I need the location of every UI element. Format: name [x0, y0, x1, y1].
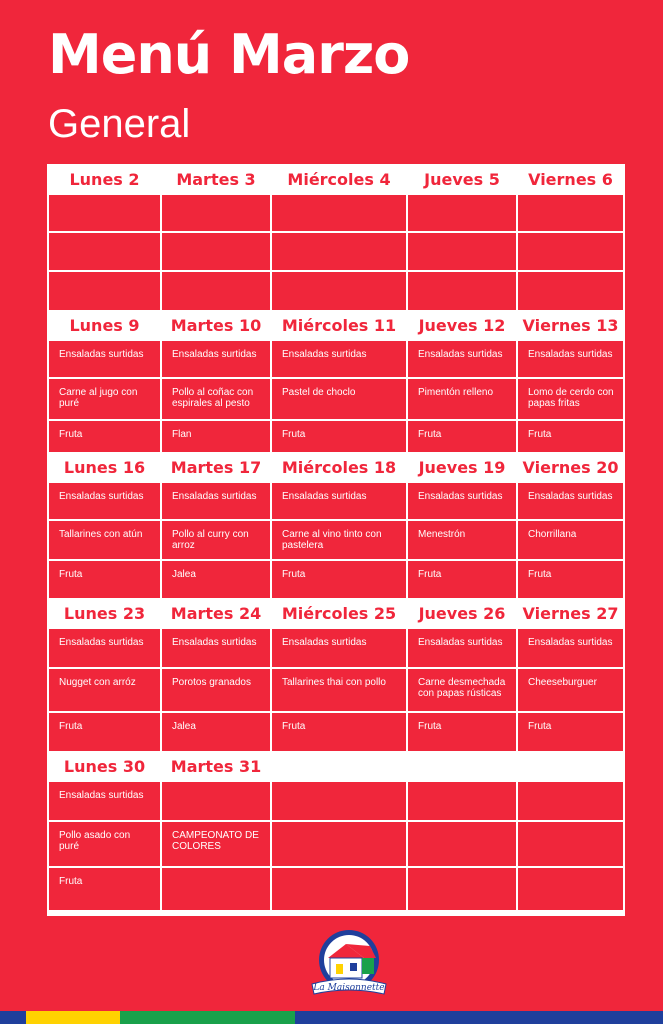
color-stripe-blue — [295, 1011, 663, 1024]
menu-cell: Ensaladas surtidas — [408, 629, 516, 667]
menu-cell: Ensaladas surtidas — [162, 341, 270, 377]
day-header: Jueves 26 — [418, 604, 506, 623]
menu-cell — [162, 868, 270, 910]
menu-cell: Jalea — [162, 561, 270, 598]
menu-cell: Ensaladas surtidas — [272, 341, 406, 377]
menu-cell: Fruta — [408, 561, 516, 598]
menu-cell: Carne al jugo con puré — [49, 379, 160, 419]
menu-cell — [162, 233, 270, 270]
menu-cell — [408, 822, 516, 866]
menu-cell: Ensaladas surtidas — [272, 629, 406, 667]
menu-cell — [272, 233, 406, 270]
menu-cell: Flan — [162, 421, 270, 452]
menu-cell: Fruta — [518, 421, 623, 452]
menu-cell — [272, 195, 406, 231]
day-header: Martes 17 — [170, 458, 262, 477]
menu-cell: Fruta — [518, 561, 623, 598]
menu-cell: Fruta — [49, 868, 160, 910]
menu-cell: Fruta — [49, 561, 160, 598]
menu-cell: Tallarines thai con pollo — [272, 669, 406, 711]
day-header: Martes 31 — [170, 757, 262, 776]
menu-cell: Ensaladas surtidas — [518, 483, 623, 519]
menu-cell — [518, 272, 623, 310]
menu-cell: Ensaladas surtidas — [49, 629, 160, 667]
color-stripe-green — [120, 1011, 295, 1024]
day-header: Miércoles 18 — [281, 458, 397, 477]
menu-cell — [518, 782, 623, 820]
menu-cell: Carne desmechada con papas rústicas — [408, 669, 516, 711]
page-title: Menú Marzo — [48, 23, 410, 86]
day-header: Martes 24 — [170, 604, 262, 623]
page-subtitle: General — [48, 102, 191, 146]
menu-cell: Ensaladas surtidas — [49, 782, 160, 820]
menu-cell — [408, 195, 516, 231]
menu-cell — [49, 195, 160, 231]
menu-cell: Menestrón — [408, 521, 516, 559]
menu-cell — [272, 868, 406, 910]
menu-cell: Ensaladas surtidas — [408, 341, 516, 377]
menu-cell: Fruta — [49, 421, 160, 452]
menu-cell: Ensaladas surtidas — [162, 629, 270, 667]
menu-cell — [162, 272, 270, 310]
day-header: Viernes 6 — [528, 170, 613, 189]
menu-cell: Fruta — [408, 713, 516, 751]
menu-cell — [49, 233, 160, 270]
menu-cell: Pollo al curry con arroz — [162, 521, 270, 559]
menu-cell — [408, 233, 516, 270]
menu-cell: Cheeseburguer — [518, 669, 623, 711]
menu-cell: Ensaladas surtidas — [49, 483, 160, 519]
day-header — [272, 751, 406, 782]
menu-cell: Pollo asado con puré — [49, 822, 160, 866]
menu-cell — [518, 195, 623, 231]
menu-cell: Ensaladas surtidas — [408, 483, 516, 519]
day-header: Jueves 5 — [424, 170, 500, 189]
menu-cell: Carne al vino tinto con pastelera — [272, 521, 406, 559]
menu-table — [47, 164, 625, 916]
day-header: Lunes 30 — [63, 757, 146, 776]
menu-cell: Ensaladas surtidas — [162, 483, 270, 519]
menu-cell — [518, 233, 623, 270]
day-header: Viernes 13 — [522, 316, 619, 335]
day-header: Lunes 2 — [69, 170, 140, 189]
color-stripe-yellow — [26, 1011, 120, 1024]
day-header: Miércoles 11 — [281, 316, 397, 335]
menu-cell: Fruta — [272, 561, 406, 598]
menu-cell: Pimentón relleno — [408, 379, 516, 419]
menu-cell: Jalea — [162, 713, 270, 751]
menu-cell — [162, 195, 270, 231]
menu-cell: Chorrillana — [518, 521, 623, 559]
menu-cell — [408, 782, 516, 820]
day-header: Jueves 12 — [418, 316, 506, 335]
menu-cell — [272, 272, 406, 310]
menu-cell: Fruta — [518, 713, 623, 751]
day-header: Viernes 20 — [522, 458, 619, 477]
menu-cell: Pollo al coñac con espirales al pesto — [162, 379, 270, 419]
day-header: Lunes 9 — [69, 316, 140, 335]
menu-cell — [162, 782, 270, 820]
menu-cell — [49, 272, 160, 310]
menu-cell: Tallarines con atún — [49, 521, 160, 559]
menu-cell: CAMPEONATO DE COLORES — [162, 822, 270, 866]
day-header: Martes 10 — [170, 316, 262, 335]
menu-cell — [272, 782, 406, 820]
color-stripe-blue-left — [0, 1011, 26, 1024]
logo-text: La Maisonnette — [313, 983, 385, 993]
menu-cell — [408, 272, 516, 310]
menu-cell: Lomo de cerdo con papas fritas — [518, 379, 623, 419]
menu-cell — [518, 822, 623, 866]
menu-cell: Fruta — [408, 421, 516, 452]
menu-cell: Ensaladas surtidas — [49, 341, 160, 377]
menu-cell: Fruta — [272, 421, 406, 452]
menu-cell: Fruta — [49, 713, 160, 751]
day-header: Miércoles 4 — [287, 170, 391, 189]
menu-cell: Porotos granados — [162, 669, 270, 711]
day-header: Viernes 27 — [522, 604, 619, 623]
menu-cell: Ensaladas surtidas — [272, 483, 406, 519]
day-header: Miércoles 25 — [281, 604, 397, 623]
menu-cell: Ensaladas surtidas — [518, 341, 623, 377]
menu-cell: Ensaladas surtidas — [518, 629, 623, 667]
menu-cell: Nugget con arróz — [49, 669, 160, 711]
day-header — [408, 751, 516, 782]
menu-cell: Pastel de choclo — [272, 379, 406, 419]
la-maisonnette-logo — [306, 928, 392, 1000]
day-header: Jueves 19 — [418, 458, 506, 477]
menu-cell — [272, 822, 406, 866]
menu-cell — [408, 868, 516, 910]
day-header: Lunes 16 — [63, 458, 146, 477]
menu-cell: Fruta — [272, 713, 406, 751]
menu-cell — [518, 868, 623, 910]
day-header: Lunes 23 — [63, 604, 146, 623]
day-header — [518, 751, 623, 782]
day-header: Martes 3 — [176, 170, 256, 189]
